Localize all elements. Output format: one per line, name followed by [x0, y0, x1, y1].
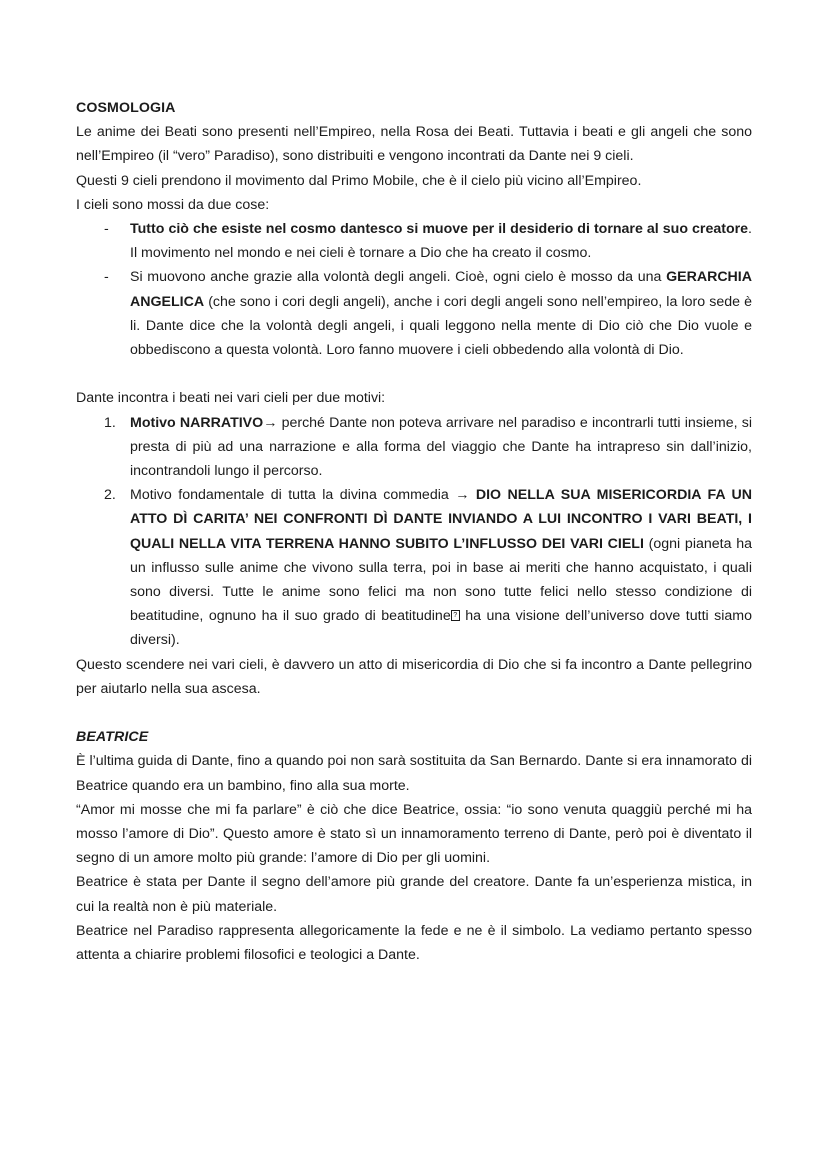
number-marker: 1.: [104, 414, 116, 431]
list-item-paren-part2: ha una visione dell’universo dove tutti siamo diversi).: [130, 608, 752, 649]
paragraph-closing-cosmologia: Questo scendere nei vari cieli, è davvero un atto di misericordia di Dio che si fa incontro a Dante pellegrino per aiutarlo nella sua ascesa.: [76, 656, 752, 697]
right-arrow-icon: →: [455, 487, 470, 504]
missing-glyph-icon: [451, 610, 460, 621]
dash-bullet-marker: -: [104, 221, 109, 238]
dash-list: [76, 217, 752, 362]
list-item: [76, 411, 752, 484]
paragraph-intro-motivi: Dante incontra i beati nei vari cieli per due motivi:: [76, 390, 386, 407]
list-item-bold-lead: Motivo NARRATIVO: [130, 414, 264, 431]
paragraph-allegoria-fede: Beatrice nel Paradiso rappresenta allegoricamente la fede e ne è il simbolo. La vediamo pertanto spesso attenta a chiarire problemi filosofici e teologici a Dante.: [76, 922, 752, 964]
list-item-bold-mid: GERARCHIA ANGELICA: [130, 269, 752, 310]
paragraph-ultima-guida: È l’ultima guida di Dante, fino a quando poi non sarà sostituita da San Bernardo. Dante si era innamorato di Beatrice quando era un bambino, fino alla sua morte.: [76, 753, 752, 794]
list-item-bold-caps: DIO NELLA SUA MISERICORDIA FA UN ATTO DÌ CARITA’ NEI CONFRONTI DÌ DANTE INVIANDO A LUI INCONTRO I VARI BEATI, I QUALI NELLA VITA TERRENA HANNO SUBITO L’INFLUSSO DEI VARI CIELI: [130, 487, 752, 552]
paragraph-cieli-mossi: I cieli sono mossi da due cose:: [76, 196, 270, 213]
section-heading-beatrice: BEATRICE: [76, 729, 149, 746]
paragraph-amor-mi-mosse: “Amor mi mosse che mi fa parlare” è ciò che dice Beatrice, ossia: “io sono venuta quaggiù perché mi ha mosso l’amore di Dio”. Questo amore è stato sì un innamoramento terreno di Dante, però poi è diventato il segno di un amore molto più grande: l’amore di Dio per gli uomini.: [76, 801, 752, 867]
list-item-pre: Motivo fondamentale di tutta la divina commedia: [130, 487, 456, 504]
paragraph-spacer: [76, 362, 752, 386]
numbered-list: [76, 411, 752, 653]
list-item: [76, 483, 752, 652]
section-heading-cosmologia: COSMOLOGIA: [76, 100, 176, 116]
list-item-paren-part1: (ogni pianeta ha un influsso sulle anime che vivono sulla terra, poi in base ai meriti che hanno acquistato, i quali sono diversi. Tutte le anime sono felici ma non sono tutte felici nello stesso condizione di beatitudine, ognuno ha il suo grado di beatitudine: [130, 535, 752, 625]
list-item-rest: perché Dante non poteva arrivare nel paradiso e incontrarli tutti insieme, si presta di più ad una narrazione e alla forma del viaggio che Dante ha intrapreso sin dall’inizio, incontrandoli lungo il percorso.: [130, 414, 752, 480]
list-item: [76, 217, 752, 265]
dash-bullet-marker: -: [104, 269, 109, 286]
paragraph-primo-mobile: Questi 9 cieli prendono il movimento dal Primo Mobile, che è il cielo più vicino all’Empireo.: [76, 172, 642, 189]
list-item: [76, 265, 752, 362]
paragraph-anime-beati: Le anime dei Beati sono presenti nell’Empireo, nella Rosa dei Beati. Tuttavia i beati e gli angeli che sono nell’Empireo (il “vero” Paradiso), sono distribuiti e vengono incontrati da Dante nei 9 cieli.: [76, 124, 752, 165]
list-item-bold-lead: Tutto ciò che esiste nel cosmo dantesco si muove per il desiderio di tornare al suo creatore: [130, 221, 749, 238]
document-body: [76, 96, 752, 967]
list-item-rest: . Il movimento nel mondo e nei cieli è tornare a Dio che ha creato il cosmo.: [130, 221, 752, 262]
paragraph-segno-amore: Beatrice è stata per Dante il segno dell’amore più grande del creatore. Dante fa un’esperienza mistica, in cui la realtà non è più materiale.: [76, 874, 752, 915]
list-item-pre: Si muovono anche grazie alla volontà degli angeli. Cioè, ogni cielo è mosso da una: [130, 269, 667, 286]
list-item-rest: (che sono i cori degli angeli), anche i cori degli angeli sono nell’empireo, la loro sede è li. Dante dice che la volontà degli angeli, i quali leggono nella mente di Dio ciò che Dio vuole e obbediscono a questa volontà. Loro fanno muovere i cieli obbedendo alla volontà di Dio.: [130, 293, 752, 359]
paragraph-spacer: [76, 701, 752, 725]
number-marker: 2.: [104, 487, 116, 504]
right-arrow-icon: →: [263, 414, 278, 431]
